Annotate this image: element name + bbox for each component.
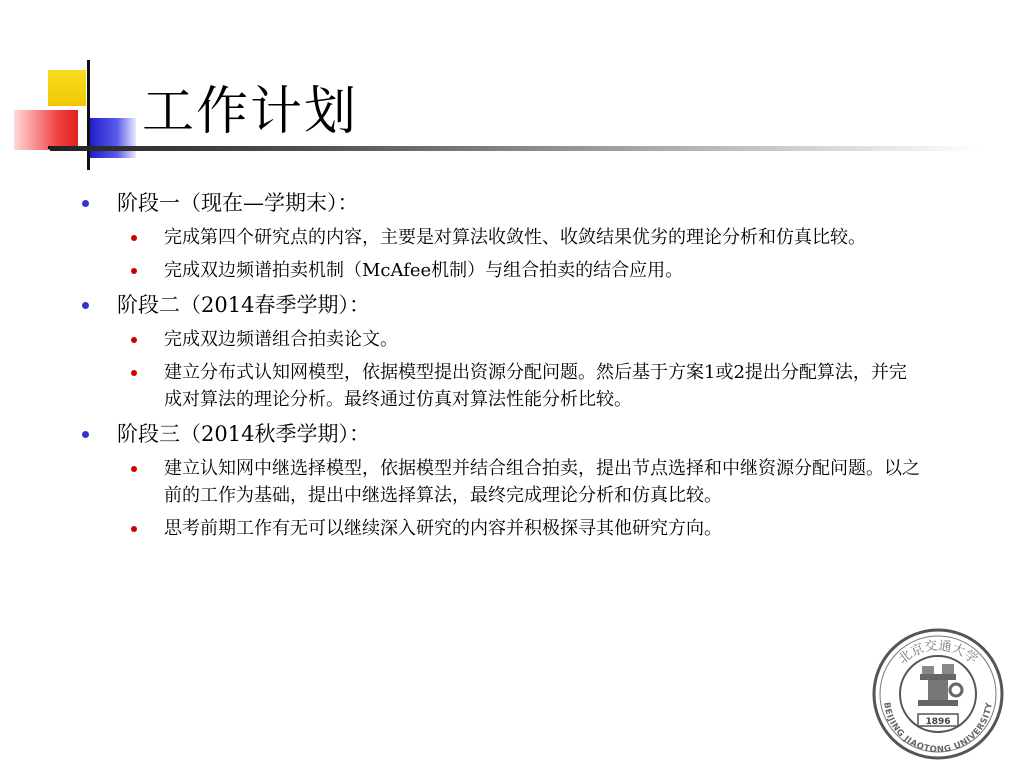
seal-year: 1896: [925, 717, 951, 727]
bullet-icon: [131, 526, 137, 532]
item-text: 思考前期工作有无可以继续深入研究的内容并积极探寻其他研究方向。: [164, 518, 722, 539]
bullet-icon: [131, 466, 137, 472]
decor-vertical-line: [87, 60, 90, 170]
bullet-icon: [131, 268, 137, 274]
bullet-icon: [82, 200, 89, 207]
slide-title: 工作计划: [142, 82, 359, 142]
stage-label: 阶段二（2014春季学期）：: [117, 293, 370, 317]
stage-label: 阶段一（现在—学期末）：: [117, 191, 359, 215]
seal-calligraphy: 北京交通大学: [895, 638, 981, 668]
stage-3-heading: [80, 419, 920, 449]
university-seal-logo: [868, 626, 1008, 762]
decor-yellow-square: [48, 70, 86, 106]
svg-text:北京交通大学: [896, 639, 980, 668]
list-item: [80, 359, 920, 413]
bullet-icon: [82, 431, 89, 438]
list-item: [80, 515, 920, 542]
list-item: [80, 257, 920, 284]
slide-content: [80, 188, 920, 548]
list-item: [80, 224, 920, 251]
decor-blue-square: [88, 118, 136, 158]
decor-red-square: [14, 110, 78, 150]
bullet-icon: [131, 337, 137, 343]
item-text: 建立分布式认知网模型，依据模型提出资源分配问题。然后基于方案1或2提出分配算法，并完成对算法的理论分析。最终通过仿真对算法性能分析比较。: [164, 362, 907, 410]
bullet-icon: [131, 235, 137, 241]
stage-2-heading: [80, 290, 920, 320]
stage-label: 阶段三（2014秋季学期）：: [117, 422, 370, 446]
item-text: 建立认知网中继选择模型，依据模型并结合组合拍卖，提出节点选择和中继资源分配问题。以之前的工作为基础，提出中继选择算法，最终完成理论分析和仿真比较。: [164, 458, 920, 506]
item-text: 完成第四个研究点的内容，主要是对算法收敛性、收敛结果优劣的理论分析和仿真比较。: [164, 227, 866, 248]
bullet-icon: [82, 302, 89, 309]
bullet-icon: [131, 370, 137, 376]
title-underline: [50, 146, 980, 151]
stage-1-heading: [80, 188, 920, 218]
list-item: [80, 326, 920, 353]
seal-name: BEIJING JIAOTONG UNIVERSITY: [881, 701, 995, 756]
item-text: 完成双边频谱组合拍卖论文。: [164, 329, 398, 350]
list-item: [80, 455, 920, 509]
item-text: 完成双边频谱拍卖机制（McAfee机制）与组合拍卖的结合应用。: [164, 260, 684, 281]
svg-text:BEIJING JIAOTONG UNIVERSITY: [881, 701, 995, 755]
